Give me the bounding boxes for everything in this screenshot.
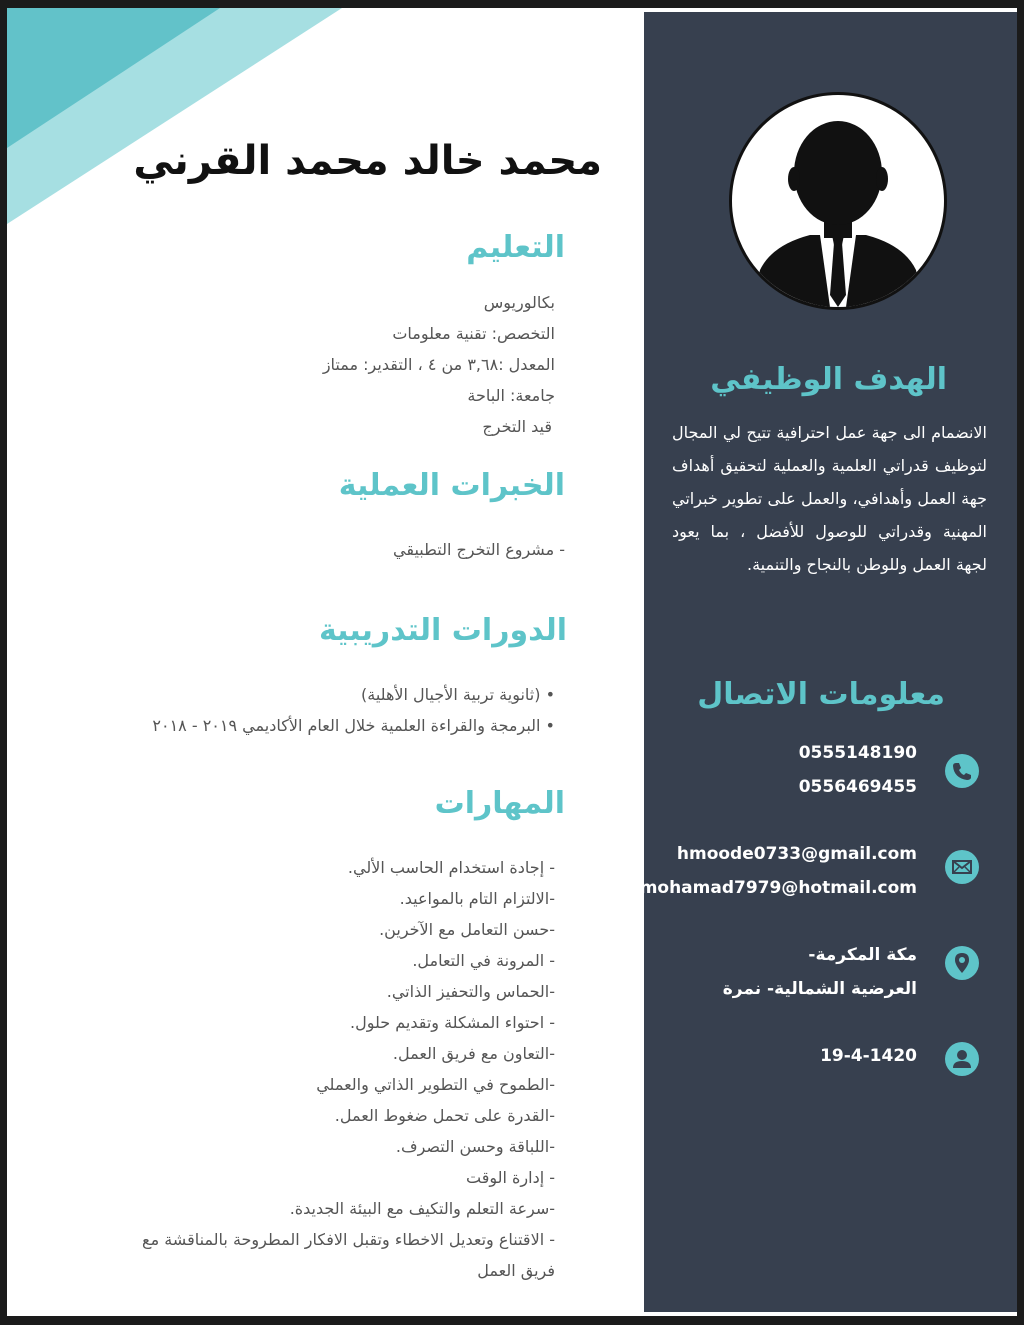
skill-item: -الحماس والتحفيز الذاتي. (386, 982, 555, 1001)
skill-item: - المرونة في التعامل. (412, 951, 555, 970)
resume-page (7, 8, 1017, 1316)
envelope-icon (945, 850, 979, 884)
silhouette-avatar-icon (729, 92, 947, 310)
education-line: التخصص: تقنية معلومات (392, 324, 555, 343)
skill-item: -الطموح في التطوير الذاتي والعملي (316, 1075, 555, 1094)
sidebar-panel (639, 12, 1017, 1312)
skill-item: - الاقتناع وتعديل الاخطاء وتقبل الافكار المطروحة بالمناقشة مع (142, 1230, 555, 1249)
phone-number[interactable]: 0555148190 (798, 743, 917, 763)
candidate-name: محمد خالد محمد القرني (133, 138, 602, 184)
phone-number[interactable]: 0556469455 (798, 777, 917, 797)
skill-item: -سرعة التعلم والتكيف مع البيئة الجديدة. (289, 1199, 555, 1218)
skills-title: المهارات (434, 786, 565, 821)
experience-title: الخبرات العملية (338, 468, 565, 503)
objective-title: الهدف الوظيفي (710, 362, 947, 397)
skill-item: -التعاون مع فريق العمل. (392, 1044, 555, 1063)
address-line: مكة المكرمة- (808, 945, 917, 965)
skill-item: -حسن التعامل مع الآخرين. (379, 920, 555, 939)
objective-text: الانضمام الى جهة عمل احترافية تتيح لي المجال لتوظيف قدراتي العلمية والعملية لتحقيق أهداف جهة العمل وأهدافي، والعمل على تطوير خبراتي المهنية وقدراتي للوصول للأفضل ، بما يعود لجهة العمل وللوطن بالنجاح والتنمية. (672, 423, 987, 574)
email-address[interactable]: mohamad7979@hotmail.com (639, 878, 917, 898)
email-address[interactable]: hmoode0733@gmail.com (676, 844, 917, 864)
education-line: قيد التخرج (482, 417, 552, 436)
skill-item: - احتواء المشكلة وتقديم حلول. (349, 1013, 555, 1032)
skill-item: - إدارة الوقت (465, 1168, 555, 1187)
skill-item: فريق العمل (477, 1261, 555, 1280)
skill-item: -القدرة على تحمل ضغوط العمل. (334, 1106, 555, 1125)
education-line: بكالوريوس (483, 293, 555, 312)
phone-icon (945, 754, 979, 788)
education-title: التعليم (466, 230, 565, 265)
education-line: المعدل :٣,٦٨ من ٤ ، التقدير: ممتاز (322, 355, 555, 374)
contact-title: معلومات الاتصال (697, 677, 945, 712)
decorative-teal-bands (7, 8, 367, 238)
skill-item: -الالتزام التام بالمواعيد. (399, 889, 555, 908)
map-pin-icon (945, 946, 979, 980)
birth-date: 19-4-1420 (820, 1046, 917, 1066)
skill-item: -اللباقة وحسن التصرف. (395, 1137, 555, 1156)
person-icon (945, 1042, 979, 1076)
skill-item: - إجادة استخدام الحاسب الألي. (347, 858, 555, 877)
education-line: جامعة: الباحة (467, 386, 555, 405)
course-item: • البرمجة والقراءة العلمية خلال العام الأكاديمي ٢٠١٩ - ٢٠١٨ (152, 716, 555, 735)
courses-title: الدورات التدريبية (318, 613, 567, 648)
address-line: العرضية الشمالية- نمرة (722, 979, 917, 999)
experience-line: - مشروع التخرج التطبيقي (393, 540, 565, 559)
course-item: • (ثانوية تربية الأجيال الأهلية) (361, 685, 555, 704)
